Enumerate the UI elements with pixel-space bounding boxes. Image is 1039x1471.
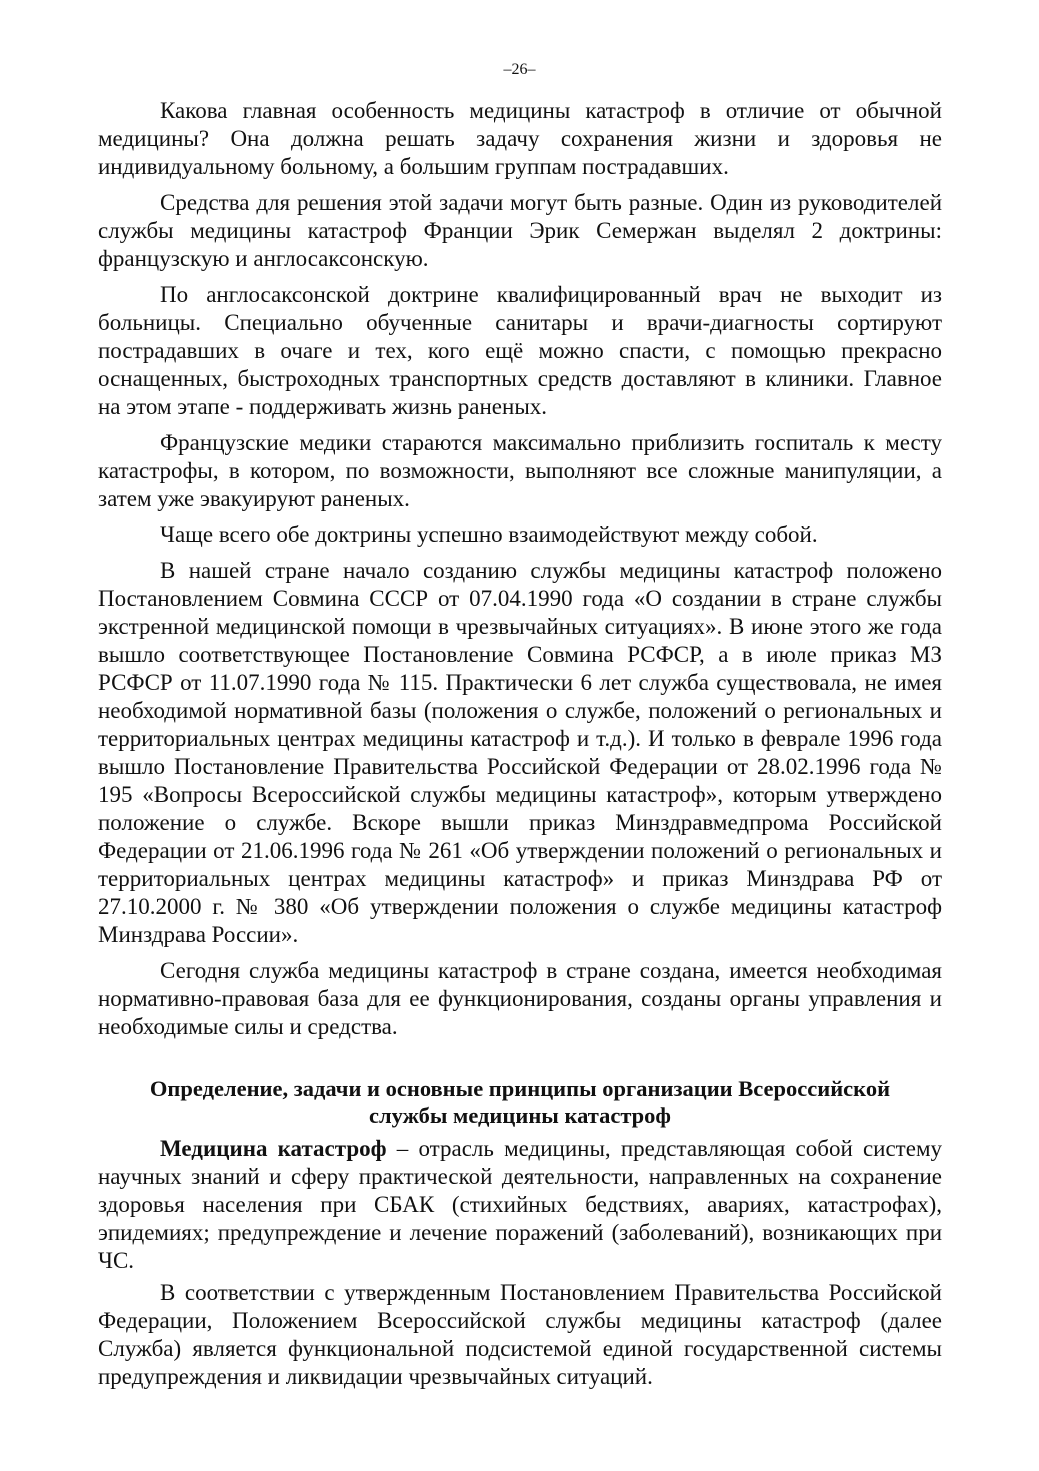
paragraph-main-feature: Какова главная особенность медицины катастроф в отличие от обычной медицины? Она должна решать задачу сохранения жизни и здоровья не индивидуальному больному, а большим группам пострадавших. — [98, 98, 942, 179]
definition-term: Медицина катастроф — [160, 1136, 387, 1161]
section-heading — [98, 1075, 942, 1129]
paragraph-french-doctrine: Французские медики стараются максимально приблизить госпиталь к месту катастрофы, в котором, по возможности, выполняют все сложные манипуляции, а затем уже эвакуируют раненых. — [98, 430, 942, 511]
paragraph-history: В нашей стране начало созданию службы медицины катастроф положено Постановлением Совмина СССР от 07.04.1990 года «О создании в стране службы экстренной медицинской помощи в чрезвычайных ситуациях». В июне этого же года вышло соответствующее Постановление Совмина РСФСР, а в июле приказ МЗ РСФСР от 11.07.1990 года № 115. Практически 6 лет служба существовала, не имея необходимой нормативной базы (положения о службе, положений о региональных и территориальных центрах медицины катастроф и т.д.). И только в феврале 1996 года вышло Постановление Правительства Российской Федерации от 28.02.1996 года № 195 «Вопросы Всероссийской службы медицины катастроф», которым утверждено положение о службе. Вскоре вышли приказ Минздравмедпрома Российской Федерации от 21.06.1996 года № 261 «Об утверждении положений о региональных и территориальных центрах медицины катастроф» и приказ Минздрава РФ от 27.10.2000 г. № 380 «Об утверждении положения о службе медицины катастроф Минздрава России». — [98, 558, 942, 947]
paragraph-service-status: В соответствии с утвержденным Постановлением Правительства Российской Федерации, Положением Всероссийской службы медицины катастроф (далее Служба) является функциональной подсистемой единой государственной системы предупреждения и ликвидации чрезвычайных ситуаций. — [98, 1280, 942, 1389]
section-heading-line-2: службы медицины катастроф — [369, 1103, 671, 1128]
paragraph-anglo-saxon-doctrine: По англосаксонской доктрине квалифицированный врач не выходит из больницы. Специально обученные санитары и врачи-диагносты сортируют пострадавших в очаге и тех, кого ещё можно спасти, с помощью прекрасно оснащенных, быстроходных транспортных средств доставляют в клиники. Главное на этом этапе - поддерживать жизнь раненых. — [98, 282, 942, 419]
section-heading-line-1: Определение, задачи и основные принципы организации Всероссийской — [149, 1076, 891, 1101]
paragraph-doctrines: Средства для решения этой задачи могут быть разные. Один из руководителей службы медицины катастроф Франции Эрик Семержан выделял 2 доктрины: французскую и англосаксонскую. — [98, 190, 942, 271]
paragraph-interaction: Чаще всего обе доктрины успешно взаимодействуют между собой. — [160, 522, 818, 547]
definition-text: – отрасль медицины, представляющая собой систему научных знаний и сферу практической деятельности, направленных на сохранение здоровья населения при СБАК (стихийных бедствиях, авариях, катастрофах), эпидемиях; предупреждение и лечение поражений (заболеваний), возникающих при ЧС. — [98, 1136, 942, 1273]
page-content — [98, 97, 942, 1399]
paragraph-today: Сегодня служба медицины катастроф в стране создана, имеется необходимая нормативно-правовая база для ее функционирования, созданы органы управления и необходимые силы и средства. — [98, 958, 942, 1039]
page-number: –26– — [503, 61, 536, 78]
paragraph-definition — [98, 1135, 942, 1275]
